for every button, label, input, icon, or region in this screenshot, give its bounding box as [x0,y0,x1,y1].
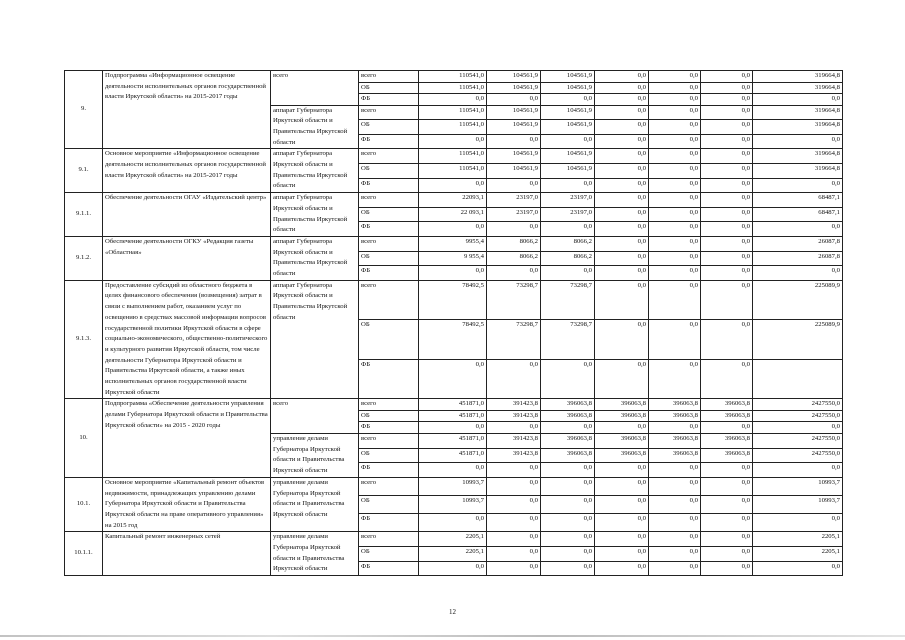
funding-source: всего [359,477,419,495]
total-value-cell: 68487,1 [753,207,843,222]
year-value-cell: 396063,8 [541,448,595,463]
year-value-cell: 0,0 [541,532,595,547]
year-value-cell: 0,0 [701,532,753,547]
year-value-cell: 0,0 [595,266,649,281]
total-value-cell: 0,0 [753,134,843,149]
row-code: 9.1.2. [65,236,103,280]
funding-source: ОБ [359,251,419,266]
year-value-cell: 0,0 [595,105,649,120]
year-value-cell: 110541,0 [419,105,487,120]
total-value-cell: 319664,8 [753,163,843,178]
year-value-cell: 104561,9 [487,149,541,164]
year-value-cell: 391423,8 [487,433,541,448]
year-value-cell: 0,0 [487,532,541,547]
year-value-cell: 0,0 [541,359,595,399]
year-value-cell: 0,0 [595,514,649,532]
year-value-cell: 0,0 [649,280,701,320]
year-value-cell: 0,0 [595,546,649,561]
year-value-cell: 0,0 [649,82,701,94]
year-value-cell: 0,0 [595,178,649,193]
year-value-cell: 0,0 [595,120,649,135]
activity-name: Основное мероприятие «Информационное освещение деятельности исполнительных органов государственной власти Иркутской области» на 2015-2017 годы [103,149,271,193]
total-value-cell: 2205,1 [753,532,843,547]
year-value-cell: 0,0 [595,71,649,83]
funding-source: ОБ [359,495,419,513]
year-value-cell: 451871,0 [419,448,487,463]
year-value-cell: 0,0 [701,105,753,120]
funding-source: ФБ [359,561,419,576]
year-value-cell: 0,0 [649,495,701,513]
year-value-cell: 0,0 [649,207,701,222]
year-value-cell: 0,0 [701,71,753,83]
year-value-cell: 9955,4 [419,236,487,251]
year-value-cell: 22093,1 [419,193,487,208]
year-value-cell: 8066,2 [487,236,541,251]
year-value-cell: 0,0 [595,251,649,266]
total-value-cell: 2427550,0 [753,448,843,463]
year-value-cell: 0,0 [487,94,541,106]
year-value-cell: 0,0 [701,134,753,149]
year-value-cell: 396063,8 [595,410,649,422]
total-value-cell [753,359,843,399]
row-code: 10.1.1. [65,532,103,576]
funding-source: всего [359,532,419,547]
total-value-cell: 0,0 [753,178,843,193]
year-value-cell: 0,0 [701,495,753,513]
executor-cell: управление делами Губернатора Иркутской области и Правительства Иркутской области [271,433,359,477]
funding-source: ФБ [359,514,419,532]
year-value-cell: 0,0 [419,94,487,106]
table-row [65,399,843,411]
year-value-cell: 0,0 [649,477,701,495]
year-value-cell: 23197,0 [487,193,541,208]
funding-source: всего [359,149,419,164]
year-value-cell: 0,0 [419,514,487,532]
year-value-cell: 0,0 [595,82,649,94]
total-value-cell: 2205,1 [753,546,843,561]
year-value-cell: 0,0 [487,178,541,193]
year-value-cell: 0,0 [541,546,595,561]
total-value-cell: 2427550,0 [753,433,843,448]
year-value-cell: 0,0 [541,94,595,106]
year-value-cell: 0,0 [595,532,649,547]
year-value-cell: 396063,8 [541,410,595,422]
year-value-cell: 104561,9 [487,82,541,94]
year-value-cell: 0,0 [649,236,701,251]
funding-source: ФБ [359,463,419,478]
year-value-cell: 0,0 [541,463,595,478]
year-value-cell: 0,0 [701,359,753,399]
year-value-cell: 0,0 [541,514,595,532]
year-value-cell: 0,0 [541,422,595,434]
year-value-cell: 104561,9 [541,71,595,83]
year-value-cell: 0,0 [595,359,649,399]
funding-source: всего [359,280,419,320]
year-value-cell: 10993,7 [419,495,487,513]
row-code: 9.1.1. [65,193,103,237]
year-value-cell: 0,0 [649,149,701,164]
funding-source: ОБ [359,120,419,135]
year-value-cell: 0,0 [541,266,595,281]
year-value-cell: 451871,0 [419,399,487,411]
activity-name: Обеспечение деятельности ОГАУ «Издательский центр» [103,193,271,237]
year-value-cell: 104561,9 [487,120,541,135]
funding-source: ФБ [359,266,419,281]
executor-cell: управление делами Губернатора Иркутской области и Правительства Иркутской области [271,532,359,576]
year-value-cell: 73298,7 [487,320,541,360]
year-value-cell: 0,0 [419,359,487,399]
total-value-cell: 319664,8 [753,120,843,135]
funding-source: всего [359,236,419,251]
year-value-cell: 0,0 [487,477,541,495]
year-value-cell: 0,0 [701,514,753,532]
year-value-cell: 0,0 [701,422,753,434]
total-value-cell: 0,0 [753,514,843,532]
total-value-cell: 26087,8 [753,236,843,251]
year-value-cell: 0,0 [649,546,701,561]
year-value-cell: 73298,7 [541,280,595,320]
total-value-cell: 0,0 [753,422,843,434]
year-value-cell: 451871,0 [419,410,487,422]
total-value-cell: 2427550,0 [753,399,843,411]
year-value-cell: 0,0 [701,163,753,178]
year-value-cell: 396063,8 [595,448,649,463]
scan-edge-line [0,635,905,637]
year-value-cell: 0,0 [701,251,753,266]
year-value-cell: 0,0 [487,546,541,561]
year-value-cell: 0,0 [649,178,701,193]
year-value-cell: 396063,8 [595,399,649,411]
budget-table-body [65,71,843,576]
year-value-cell: 451871,0 [419,433,487,448]
funding-source: всего [359,433,419,448]
executor-cell: аппарат Губернатора Иркутской области и Правительства Иркутской области [271,149,359,193]
year-value-cell: 0,0 [701,178,753,193]
year-value-cell: 0,0 [701,266,753,281]
year-value-cell: 0,0 [649,120,701,135]
year-value-cell: 104561,9 [487,105,541,120]
year-value-cell: 0,0 [701,320,753,360]
year-value-cell: 0,0 [649,463,701,478]
year-value-cell: 2205,1 [419,546,487,561]
year-value-cell: 0,0 [649,193,701,208]
table-row [65,280,843,320]
funding-source: ОБ [359,546,419,561]
year-value-cell: 0,0 [701,561,753,576]
funding-source: ОБ [359,320,419,360]
year-value-cell: 0,0 [419,134,487,149]
year-value-cell: 0,0 [701,207,753,222]
year-value-cell: 23197,0 [541,193,595,208]
year-value-cell: 73298,7 [487,280,541,320]
year-value-cell: 396063,8 [701,433,753,448]
year-value-cell: 0,0 [487,266,541,281]
table-row [65,71,843,83]
year-value-cell: 0,0 [487,222,541,237]
year-value-cell: 104561,9 [541,120,595,135]
budget-table [64,70,843,576]
row-code: 10.1. [65,477,103,532]
year-value-cell: 396063,8 [649,448,701,463]
row-code: 9.1.3. [65,280,103,399]
year-value-cell: 391423,8 [487,448,541,463]
year-value-cell: 73298,7 [541,320,595,360]
year-value-cell: 78492,5 [419,320,487,360]
funding-source: всего [359,71,419,83]
year-value-cell: 396063,8 [701,399,753,411]
executor-cell: аппарат Губернатора Иркутской области и Правительства Иркутской области [271,280,359,399]
table-row [65,532,843,547]
year-value-cell: 8066,2 [541,236,595,251]
year-value-cell: 0,0 [701,149,753,164]
year-value-cell: 104561,9 [487,71,541,83]
activity-name: Основное мероприятие «Капитальный ремонт объектов недвижимости, принадлежащих управлению делами Губернатора Иркутской области и Правительства Иркутской области на праве оперативного управления» на 2015 год [103,477,271,532]
year-value-cell: 0,0 [649,222,701,237]
activity-name: Подпрограмма «Информационное освещение деятельности исполнительных органов государственной власти Иркутской области» на 2015-2017 годы [103,71,271,149]
total-value-cell: 225089,9 [753,320,843,360]
total-value-cell: 0,0 [753,463,843,478]
funding-source: ОБ [359,163,419,178]
year-value-cell: 0,0 [487,359,541,399]
funding-source: ФБ [359,422,419,434]
total-value-cell: 319664,8 [753,105,843,120]
year-value-cell: 0,0 [487,514,541,532]
year-value-cell: 0,0 [701,477,753,495]
funding-source: всего [359,399,419,411]
year-value-cell: 22 093,1 [419,207,487,222]
funding-source: ФБ [359,134,419,149]
total-value-cell: 10993,7 [753,477,843,495]
year-value-cell: 0,0 [649,94,701,106]
year-value-cell: 0,0 [595,477,649,495]
year-value-cell: 0,0 [541,477,595,495]
total-value-cell: 10993,7 [753,495,843,513]
executor-cell: всего [271,399,359,434]
year-value-cell: 23197,0 [541,207,595,222]
year-value-cell: 0,0 [701,120,753,135]
year-value-cell: 110541,0 [419,120,487,135]
year-value-cell: 0,0 [701,94,753,106]
year-value-cell: 110541,0 [419,71,487,83]
total-value-cell: 68487,1 [753,193,843,208]
year-value-cell: 110541,0 [419,149,487,164]
year-value-cell: 0,0 [487,422,541,434]
year-value-cell: 0,0 [649,359,701,399]
funding-source: ОБ [359,82,419,94]
year-value-cell: 0,0 [419,222,487,237]
year-value-cell: 0,0 [419,463,487,478]
year-value-cell: 78492,5 [419,280,487,320]
year-value-cell: 0,0 [701,82,753,94]
year-value-cell: 0,0 [701,236,753,251]
year-value-cell: 0,0 [595,495,649,513]
year-value-cell: 0,0 [649,422,701,434]
funding-source: ОБ [359,448,419,463]
year-value-cell: 0,0 [595,422,649,434]
year-value-cell: 0,0 [701,463,753,478]
funding-source: ФБ [359,222,419,237]
year-value-cell: 0,0 [419,266,487,281]
year-value-cell: 0,0 [649,134,701,149]
year-value-cell: 391423,8 [487,399,541,411]
year-value-cell: 0,0 [487,561,541,576]
year-value-cell: 0,0 [649,71,701,83]
total-value-cell: 0,0 [753,222,843,237]
total-value-cell: 0,0 [753,94,843,106]
year-value-cell: 396063,8 [541,399,595,411]
executor-cell: всего [271,71,359,106]
activity-name: Капитальный ремонт инженерных сетей [103,532,271,576]
year-value-cell: 0,0 [595,320,649,360]
funding-source: ФБ [359,178,419,193]
funding-source: ФБ [359,359,419,399]
year-value-cell: 0,0 [541,495,595,513]
funding-source: ОБ [359,410,419,422]
executor-cell: аппарат Губернатора Иркутской области и Правительства Иркутской области [271,193,359,237]
year-value-cell: 110541,0 [419,82,487,94]
total-value-cell: 319664,8 [753,149,843,164]
year-value-cell: 0,0 [649,163,701,178]
year-value-cell: 0,0 [701,546,753,561]
year-value-cell: 104561,9 [541,105,595,120]
table-row [65,236,843,251]
year-value-cell: 8066,2 [487,251,541,266]
year-value-cell: 0,0 [595,94,649,106]
year-value-cell: 396063,8 [649,399,701,411]
year-value-cell: 0,0 [595,207,649,222]
table-row [65,149,843,164]
year-value-cell: 9 955,4 [419,251,487,266]
activity-name: Предоставление субсидий из областного бюджета в целях финансового обеспечения (возмещения) затрат в связи с выполнением работ, оказанием услуг по освещению в средствах массовой информации вопросов государственной политики Иркутской области в сфере социально-экономического, общественно-политического и культурного развития Иркутской области, том числе деятельности Губернатора Иркутской области и Правительства Иркутской области, а также иных исполнительных органов государственной власти Иркутской области [103,280,271,399]
year-value-cell: 0,0 [419,178,487,193]
year-value-cell: 396063,8 [701,410,753,422]
year-value-cell: 0,0 [595,222,649,237]
year-value-cell: 0,0 [419,422,487,434]
year-value-cell: 104561,9 [541,163,595,178]
year-value-cell: 0,0 [487,495,541,513]
year-value-cell: 110541,0 [419,163,487,178]
year-value-cell: 0,0 [649,532,701,547]
year-value-cell: 0,0 [541,561,595,576]
year-value-cell: 0,0 [595,561,649,576]
year-value-cell: 0,0 [649,266,701,281]
year-value-cell: 0,0 [701,280,753,320]
year-value-cell: 0,0 [419,561,487,576]
table-row [65,477,843,495]
activity-name: Подпрограмма «Обеспечение деятельности управления делами Губернатора Иркутской области и Правительства Иркутской области» на 2015 - 2020 годы [103,399,271,477]
row-code: 9. [65,71,103,149]
executor-cell: аппарат Губернатора Иркутской области и Правительства Иркутской области [271,105,359,149]
year-value-cell: 0,0 [595,163,649,178]
activity-name: Обеспечение деятельности ОГКУ «Редакция газеты «Областная» [103,236,271,280]
total-value-cell: 26087,8 [753,251,843,266]
total-value-cell: 2427550,0 [753,410,843,422]
total-value-cell: 319664,8 [753,82,843,94]
total-value-cell: 0,0 [753,561,843,576]
year-value-cell: 0,0 [701,193,753,208]
page-number: 12 [449,608,456,616]
table-row [65,193,843,208]
year-value-cell: 0,0 [649,251,701,266]
year-value-cell: 0,0 [595,280,649,320]
year-value-cell: 396063,8 [649,433,701,448]
total-value-cell: 319664,8 [753,71,843,83]
year-value-cell: 0,0 [701,222,753,237]
year-value-cell: 391423,8 [487,410,541,422]
year-value-cell: 396063,8 [595,433,649,448]
year-value-cell: 0,0 [595,149,649,164]
executor-cell: аппарат Губернатора Иркутской области и Правительства Иркутской области [271,236,359,280]
year-value-cell: 0,0 [487,463,541,478]
funding-source: всего [359,193,419,208]
year-value-cell: 0,0 [649,514,701,532]
total-value-cell: 0,0 [753,266,843,281]
year-value-cell: 8066,2 [541,251,595,266]
year-value-cell: 0,0 [595,236,649,251]
year-value-cell: 104561,9 [541,82,595,94]
funding-source: ОБ [359,207,419,222]
year-value-cell: 0,0 [541,178,595,193]
year-value-cell: 0,0 [595,463,649,478]
year-value-cell: 0,0 [487,134,541,149]
year-value-cell: 10993,7 [419,477,487,495]
year-value-cell: 104561,9 [487,163,541,178]
total-value-cell: 225089,9 [753,280,843,320]
year-value-cell: 0,0 [541,222,595,237]
year-value-cell: 396063,8 [541,433,595,448]
year-value-cell: 2205,1 [419,532,487,547]
funding-source: всего [359,105,419,120]
year-value-cell: 0,0 [541,134,595,149]
year-value-cell: 396063,8 [649,410,701,422]
year-value-cell: 0,0 [595,134,649,149]
year-value-cell: 23197,0 [487,207,541,222]
funding-source: ФБ [359,94,419,106]
executor-cell: управление делами Губернатора Иркутской области и Правительства Иркутской области [271,477,359,532]
year-value-cell: 396063,8 [701,448,753,463]
year-value-cell: 0,0 [595,193,649,208]
year-value-cell: 104561,9 [541,149,595,164]
row-code: 10. [65,399,103,477]
year-value-cell: 0,0 [649,320,701,360]
row-code: 9.1. [65,149,103,193]
year-value-cell: 0,0 [649,105,701,120]
year-value-cell: 0,0 [649,561,701,576]
